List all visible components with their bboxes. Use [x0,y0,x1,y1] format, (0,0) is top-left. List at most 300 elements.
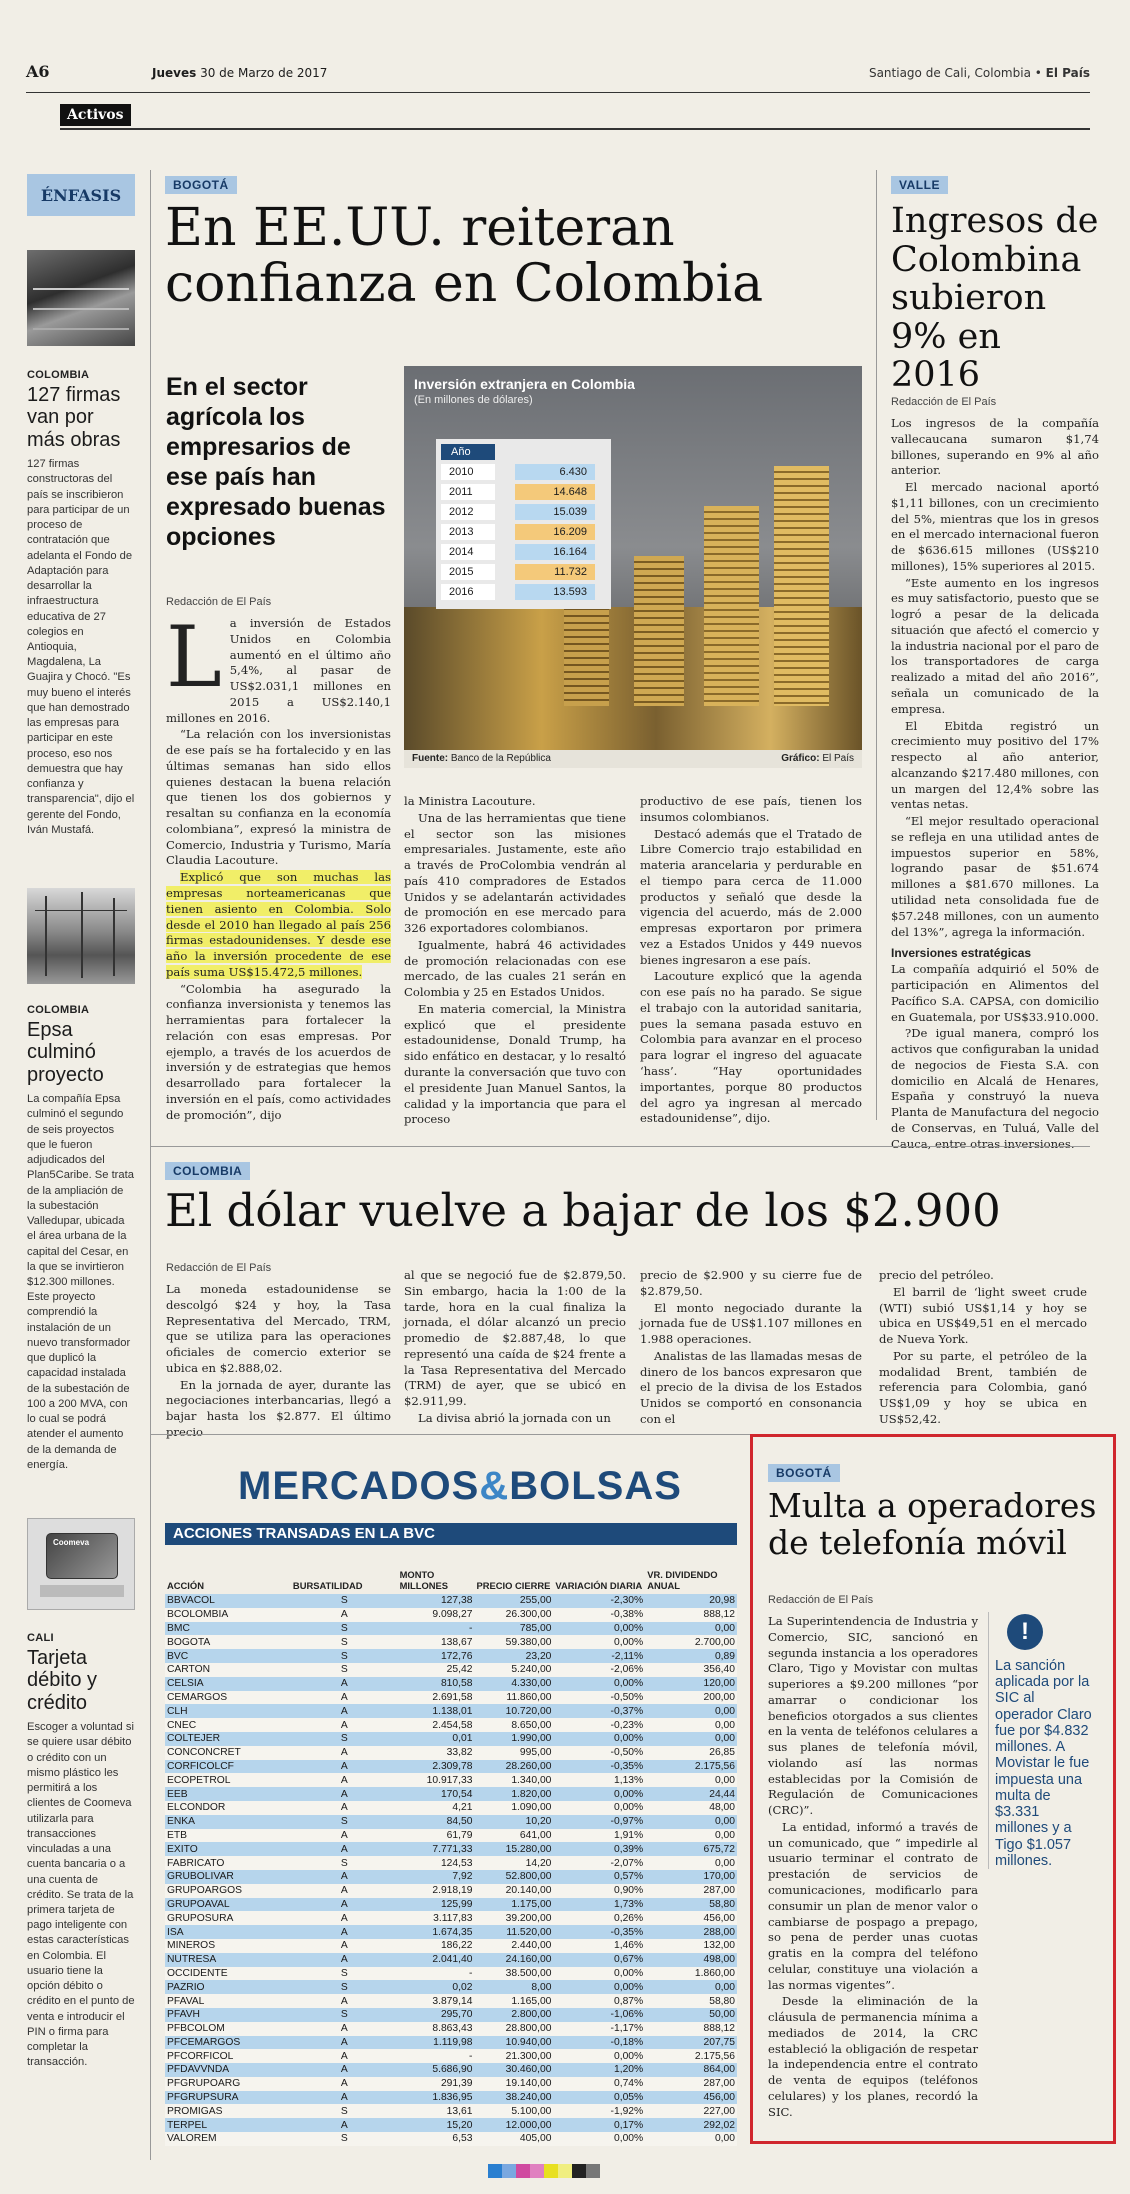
stock-precio: 23,20 [474,1649,553,1663]
stock-name: ENKA [165,1815,291,1829]
stock-bursatilidad: A [291,1704,398,1718]
chart-value-label: 16.209 [515,524,595,540]
dolar-c3-p2: El monto negociado durante la jornada fue de US$1.107 millones en 1.988 operaciones. [640,1300,862,1347]
stock-name: CELSIA [165,1677,291,1691]
table-row [165,2091,737,2105]
stock-precio: 26.300,00 [474,1608,553,1622]
stock-monto: 8.863,43 [398,2022,475,2036]
stock-precio: 11.860,00 [474,1691,553,1705]
header-date-text: 30 de Marzo de 2017 [200,66,328,80]
stock-dividendo: 0,00 [645,1980,737,1994]
stock-variacion: 0,00% [553,1787,645,1801]
stock-precio: 10.940,00 [474,2036,553,2050]
stock-variacion: -2,11% [553,1649,645,1663]
stock-dividendo: 288,00 [645,1925,737,1939]
stock-bursatilidad: A [291,1953,398,1967]
chart-row [441,564,606,580]
stock-bursatilidad: A [291,2049,398,2063]
chart-value-label: 6.430 [515,464,595,480]
table-row [165,1801,737,1815]
stock-bursatilidad: S [291,2008,398,2022]
stock-monto: 4,21 [398,1801,475,1815]
stock-name: VALOREM [165,2132,291,2146]
valle-body [891,416,1099,1153]
substation-photo [27,888,135,984]
main-headline: En EE.UU. reiteran confianza en Colombia [165,198,764,315]
valle-p2: El mercado nacional aportó $1,11 billones, con un crecimiento del 5%, mientras que los in gresos en el mercado internacional fueron de $636.615 millones (US$210 millones), 15% superiores al 2015. [891,480,1099,573]
valle-p7: ?De igual manera, compró los activos que configuraban la unidad de negocios de Fiesta S.A. con domicilio en Alcalá de Henares, España y construyó la nueva Planta de Manufactura del negocio de Conservas, en Tuluá, Valle del Cauca, entre otras inversiones. [891,1026,1099,1151]
sidebar-item-3-body: Escoger a voluntad si se quiere usar débito o crédito con un mismo plástico les permitirá a los clientes de Coomeva utilizarla para transacciones vinculadas a una cuenta bancaria o a una cuenta de crédito. Se trata de la primera tarjeta de pago inteligente con estas características en Colombia. El usuario tiene la opción débito o crédito en el punto de venta e introducir el PIN o firma para completar la transacción. [27,1721,135,2069]
header-rule [26,92,1090,93]
dolar-c3-p3: Analistas de las llamadas mesas de dinero de los bancos expresaron que el precio de la divisa de los Estados Unidos se comportó en consonancia con el [640,1348,862,1426]
chart-title: Inversión extranjera en Colombia [414,376,635,392]
stock-bursatilidad: S [291,1815,398,1829]
stock-name: PAZRIO [165,1980,291,1994]
stock-monto: 9.098,27 [398,1608,475,1622]
table-row [165,1663,737,1677]
stock-variacion: -0,35% [553,1760,645,1774]
stock-monto: 810,58 [398,1677,475,1691]
stock-monto: 7,92 [398,1870,475,1884]
stock-precio: 12.000,00 [474,2118,553,2132]
table-row [165,1898,737,1912]
chart-year-label: 2011 [441,484,495,500]
stock-variacion: -2,07% [553,1856,645,1870]
stock-name: PFGRUPOARG [165,2077,291,2091]
stock-dividendo: 50,00 [645,2008,737,2022]
stock-bursatilidad: S [291,1980,398,1994]
stock-monto: 1.674,35 [398,1925,475,1939]
stock-precio: 38.500,00 [474,1967,553,1981]
chart-header-row [441,444,606,460]
stock-bursatilidad: A [291,2063,398,2077]
stock-dividendo: 0,00 [645,1773,737,1787]
sidebar-item-1 [27,369,135,838]
stock-variacion: 0,05% [553,2091,645,2105]
stock-monto: 10.917,33 [398,1773,475,1787]
stock-bursatilidad: A [291,1760,398,1774]
stock-precio: 38.240,00 [474,2091,553,2105]
dolar-c3-p1: precio de $2.900 y su cierre fue de $2.879,50. [640,1268,862,1298]
stock-name: CARTON [165,1663,291,1677]
stock-dividendo: 58,80 [645,1898,737,1912]
stock-bursatilidad: S [291,1622,398,1636]
section-label: Activos [60,104,131,126]
stock-bursatilidad: A [291,1691,398,1705]
table-row [165,1760,737,1774]
stock-variacion: 0,87% [553,1994,645,2008]
stock-dividendo: 132,00 [645,1939,737,1953]
stock-variacion: 0,00% [553,1677,645,1691]
chart-source: Banco de la República [450,753,551,764]
stock-name: GRUPOAVAL [165,1898,291,1912]
valle-byline: Redacción de El País [891,396,997,408]
stock-name: COLTEJER [165,1732,291,1746]
main-p2-highlight: Explicó que son muchas las empresas norteamericanas que tienen asiento en Colombia. Solo desde el 2010 han llegado al país 256 firmas estadounidenses. Y desde ese año la inversión procedente de ese país suma US$15.472,5 millones. [166,870,391,979]
mercados-brand-a: MERCADOS [238,1464,480,1508]
main-p1: “La relación con los inversionistas de ese país se ha fortalecido y en las últimas semanas han sido ellos quienes destacan la buena relación que tienen los dos gobiernos y resaltan su confianza en la economía colombiana”, expresó la ministra de Comercio, Industria y Turismo, María Claudia Lacouture. [166,727,391,868]
stock-monto: 127,38 [398,1594,475,1608]
main-c2-p3: Igualmente, habrá 46 actividades de promoción relacionadas con ese mercado, de las cuales 21 serán en Colombia y 25 en Estados Unidos. [404,937,626,1000]
stock-variacion: -1,06% [553,2008,645,2022]
main-col-2 [404,794,626,1129]
stock-monto: 186,22 [398,1939,475,1953]
dolar-col-1 [166,1282,391,1442]
stock-dividendo: 24,44 [645,1787,737,1801]
sidebar-title: ÉNFASIS [27,174,135,216]
stock-name: PFGRUPSURA [165,2091,291,2105]
table-row [165,1691,737,1705]
stock-dividendo: 864,00 [645,2063,737,2077]
table-row [165,2036,737,2050]
stock-monto: 2.691,58 [398,1691,475,1705]
table-row [165,1773,737,1787]
table-row [165,1842,737,1856]
stock-monto: - [398,2049,475,2063]
chart-row [441,544,606,560]
dolar-c2-p1: al que se negoció fue de $2.879,50. Sin embargo, hacia la 1:00 de la tarde, hora en la cual finaliza la jornada, el dólar alcanzó un precio promedio de $2.887,48, lo que representó una caída de $24 frente a la Tasa Representativa del Mercado (TRM) de ayer, que se ubicó en $2.911,99. [404,1268,626,1409]
stock-variacion: -0,23% [553,1718,645,1732]
stock-name: CORFICOLCF [165,1760,291,1774]
main-col-3 [640,794,862,1128]
table-row [165,1718,737,1732]
chart-graphic: El País [822,753,854,764]
mercados-rule [150,1434,750,1435]
multa-p2: La entidad, informó a través de un comunicado, que “ impedirle al usuario terminar el contrato de prestación de servicios de comunicaciones, modificarlo para consumir un plan de menor valor o cambiarse de pospago a prepago, so pena de perder unas cuotas gratis en la compra del teléfono celular, constituye una violación a las normas vigentes”. [768,1819,978,1992]
table-row [165,1622,737,1636]
stock-name: EXITO [165,1842,291,1856]
chart-row [441,464,606,480]
multa-body [768,1614,978,2122]
stock-bursatilidad: A [291,1746,398,1760]
stock-dividendo: 498,00 [645,1953,737,1967]
sidebar-item-1-tag: COLOMBIA [27,369,90,381]
mercados-subtitle: ACCIONES TRANSADAS EN LA BVC [165,1523,737,1545]
coin-stack [564,596,609,706]
stock-bursatilidad: A [291,1608,398,1622]
stock-dividendo: 0,00 [645,1856,737,1870]
main-deck: En el sector agrícola los empresarios de ese país han expresado buenas opciones [166,373,386,551]
table-row [165,1856,737,1870]
stock-precio: 5.240,00 [474,1663,553,1677]
table-row [165,1939,737,1953]
table-row [165,1911,737,1925]
stock-dividendo: 888,12 [645,1608,737,1622]
stock-dividendo: 227,00 [645,2104,737,2118]
section-rule [60,128,1090,130]
stock-dividendo: 456,00 [645,1911,737,1925]
chart-footer [404,750,862,768]
chart-year-label: 2010 [441,464,495,480]
table-row [165,2063,737,2077]
stock-bursatilidad: A [291,2118,398,2132]
chart-year-label: 2015 [441,564,495,580]
stocks-table [165,1552,737,2146]
chart-year-label: 2014 [441,544,495,560]
card-photo [27,1518,135,1610]
stock-monto: 0,01 [398,1732,475,1746]
stock-monto: 170,54 [398,1787,475,1801]
stock-bursatilidad: A [291,1911,398,1925]
stock-precio: 15.280,00 [474,1842,553,1856]
stock-precio: 4.330,00 [474,1677,553,1691]
col-monto: MONTO MILLONES [399,1569,449,1591]
table-row [165,2049,737,2063]
table-row [165,2132,737,2146]
valle-p3: “Este aumento en los ingresos es muy satisfactorio, puesto que se logró a pesar de la delicada situación que afectó el comercio y la industria nacional por el paro de los transportadores de carga realizado a mitad del año 2016”, señala un comunicado de la empresa. [891,575,1099,716]
stock-variacion: -1,17% [553,2022,645,2036]
chart-year-label: 2013 [441,524,495,540]
chart-row [441,524,606,540]
header-place-text: Santiago de Cali, Colombia [868,66,1031,80]
stock-bursatilidad: A [291,1718,398,1732]
table-row [165,1746,737,1760]
dolar-c1-p2: En la jornada de ayer, durante las negociaciones interbancarias, llegó a bajar hasta los $2.877. El último precio [166,1377,391,1439]
multa-tag: BOGOTÁ [768,1464,840,1482]
stock-dividendo: 675,72 [645,1842,737,1856]
dolar-c4-p3: Por su parte, el petróleo de la modalidad Brent, también de referencia para Colombia, ganó US$1,09 y hoy se ubica en US$52,42. [879,1348,1087,1426]
table-row [165,2022,737,2036]
stock-precio: 21.300,00 [474,2049,553,2063]
dolar-headline: El dólar vuelve a bajar de los $2.900 [165,1184,1001,1237]
sidebar-item-1-body: 127 firmas constructoras del país se inscribieron para participar de un proceso de contratación que adelanta el Fondo de Adaptación para desarrollar la infraestructura educativa de 27 colegios en Antioquia, Magdalena, La Guajira y Chocó. "Es muy bueno el interés que han demostrado las empresas para participar en este proceso, eso nos demuestra que hay confianza y transparencia", dijo el gerente del Fondo, Iván Mustafá. [27,458,135,836]
stock-bursatilidad: S [291,2104,398,2118]
stock-bursatilidad: A [291,1898,398,1912]
header-paper: El País [1045,66,1090,80]
dolar-col-2 [404,1268,626,1428]
stock-variacion: 0,00% [553,2132,645,2146]
stock-name: NUTRESA [165,1953,291,1967]
stock-dividendo: 0,89 [645,1649,737,1663]
stock-variacion: -0,18% [553,2036,645,2050]
stock-variacion: 0,00% [553,1635,645,1649]
stock-variacion: 1,20% [553,2063,645,2077]
stock-monto: 125,99 [398,1898,475,1912]
stock-variacion: 1,73% [553,1898,645,1912]
header-bullet: • [1034,66,1042,80]
color-registration-bar [488,2164,600,2178]
stock-dividendo: 0,00 [645,1622,737,1636]
stock-bursatilidad: A [291,2077,398,2091]
stock-dividendo: 48,00 [645,1801,737,1815]
stock-name: CNEC [165,1718,291,1732]
stock-name: GRUBOLIVAR [165,1870,291,1884]
chart-subtitle: (En millones de dólares) [414,394,533,406]
header-place [869,66,1090,80]
header-date [152,66,327,80]
table-row [165,1925,737,1939]
stock-name: PFAVAL [165,1994,291,2008]
stock-bursatilidad: S [291,1649,398,1663]
stock-variacion: 0,00% [553,1801,645,1815]
stock-monto: 84,50 [398,1815,475,1829]
dolar-rule [150,1146,1090,1147]
stock-monto: 13,61 [398,2104,475,2118]
stock-bursatilidad: A [291,1801,398,1815]
card-brand: Coomeva [53,1538,90,1547]
stock-monto: 2.309,78 [398,1760,475,1774]
stock-monto: 172,76 [398,1649,475,1663]
stock-name: EEB [165,1787,291,1801]
sidebar-item-1-title: 127 firmas van por más obras [27,384,121,451]
stock-name: GRUPOSURA [165,1911,291,1925]
stock-name: MINEROS [165,1939,291,1953]
stock-monto: 138,67 [398,1635,475,1649]
stock-bursatilidad: A [291,1787,398,1801]
chart-row [441,484,606,500]
stock-name: PROMIGAS [165,2104,291,2118]
stock-precio: 5.100,00 [474,2104,553,2118]
stock-precio: 14,20 [474,1856,553,1870]
stock-monto: 1.836,95 [398,2091,475,2105]
stock-bursatilidad: S [291,1635,398,1649]
stock-name: BOGOTA [165,1635,291,1649]
stock-precio: 19.140,00 [474,2077,553,2091]
stock-precio: 10.720,00 [474,1704,553,1718]
dolar-c2-p2: La divisa abrió la jornada con un [418,1410,611,1425]
stock-precio: 11.520,00 [474,1925,553,1939]
stock-dividendo: 0,00 [645,2132,737,2146]
stock-dividendo: 207,75 [645,2036,737,2050]
table-row [165,1829,737,1843]
stock-precio: 20.140,00 [474,1884,553,1898]
col-dividendo: VR. DIVIDENDO ANUAL [647,1569,718,1591]
stock-dividendo: 0,00 [645,1829,737,1843]
chart-year-label: 2016 [441,584,495,600]
stock-precio: 59.380,00 [474,1635,553,1649]
stock-bursatilidad: A [291,1870,398,1884]
stock-bursatilidad: A [291,1994,398,2008]
stock-dividendo: 0,00 [645,1732,737,1746]
classroom-photo [27,250,135,346]
stock-monto: 1.119,98 [398,2036,475,2050]
stock-monto: 25,42 [398,1663,475,1677]
main-intro: a inversión de Estados Unidos en Colombia aumentó en el último año 5,4%, al pasar de US$2.031,1 millones en 2015 a US$2.140,1 millones en 2016. [166,616,391,725]
table-row [165,1732,737,1746]
stock-name: PFCEMARGOS [165,2036,291,2050]
stock-dividendo: 0,00 [645,1704,737,1718]
stock-name: ELCONDOR [165,1801,291,1815]
stock-dividendo: 287,00 [645,2077,737,2091]
stock-monto: 2.041,40 [398,1953,475,1967]
stock-monto: 15,20 [398,2118,475,2132]
stock-variacion: 0,57% [553,1870,645,1884]
chart-value-label: 11.732 [515,564,595,580]
dolar-col-4 [879,1268,1087,1429]
stock-name: PFBCOLOM [165,2022,291,2036]
valle-p5: “El mejor resultado operacional se refleja en una utilidad antes de impuestos superior en 58%, logrando pasar de $51.674 millones a $81.670 millones. La utilidad neta consolidada fue de $57.248 millones, con un aumento del 13%”, agrega la información. [891,814,1099,939]
card-shape [46,1533,118,1579]
stock-name: FABRICATO [165,1856,291,1870]
stock-precio: 2.800,00 [474,2008,553,2022]
stock-dividendo: 2.700,00 [645,1635,737,1649]
stock-name: ECOPETROL [165,1773,291,1787]
stock-variacion: 0,67% [553,1953,645,1967]
stock-monto: 7.771,33 [398,1842,475,1856]
stock-dividendo: 200,00 [645,1691,737,1705]
mercados-brand-amp: & [479,1464,510,1508]
stock-precio: 255,00 [474,1594,553,1608]
stock-precio: 28.260,00 [474,1760,553,1774]
chart-value-label: 14.648 [515,484,595,500]
sidebar-item-3-tag: CALI [27,1632,54,1644]
stock-bursatilidad: A [291,1925,398,1939]
stock-name: ISA [165,1925,291,1939]
valle-p1: Los ingresos de la compañía vallecaucana sumaron $1,74 billones, superando en 9% al año anterior. [891,416,1099,478]
stock-precio: 1.175,00 [474,1898,553,1912]
stock-variacion: 0,90% [553,1884,645,1898]
coin-stack [634,556,684,706]
stock-precio: 405,00 [474,2132,553,2146]
multa-p3: Desde la eliminación de la cláusula de permanencia mínima a mediados de 2014, la CRC estableció la obligación de respetar la independencia entre el contrato de venta de equipos (teléfonos celulares) y los planes, recordó la SIC. [768,1994,978,2119]
stock-dividendo: 888,12 [645,2022,737,2036]
stock-precio: 785,00 [474,1622,553,1636]
coin-stack [774,466,829,706]
chart-year-label: 2012 [441,504,495,520]
stock-monto: 3.117,83 [398,1911,475,1925]
multa-callout [988,1612,1096,1869]
stock-variacion: 1,46% [553,1939,645,1953]
stock-precio: 1.090,00 [474,1801,553,1815]
stock-bursatilidad: A [291,1939,398,1953]
table-row [165,1967,737,1981]
stock-monto: 3.879,14 [398,1994,475,2008]
stock-monto: 295,70 [398,2008,475,2022]
chart-value-label: 13.593 [515,584,595,600]
col-precio: PRECIO CIERRE [476,1580,551,1591]
stock-precio: 2.440,00 [474,1939,553,1953]
main-byline: Redacción de El País [166,596,272,608]
table-row [165,1815,737,1829]
stock-dividendo: 170,00 [645,1870,737,1884]
stock-variacion: -0,35% [553,1925,645,1939]
stock-variacion: -2,30% [553,1594,645,1608]
stock-name: GRUPOARGOS [165,1884,291,1898]
stock-name: PFDAVVNDA [165,2063,291,2077]
stock-variacion: 0,00% [553,1622,645,1636]
stock-name: TERPEL [165,2118,291,2132]
chart-table [436,439,611,609]
stock-precio: 1.820,00 [474,1787,553,1801]
multa-headline: Multa a operadores de telefonía móvil [768,1486,1097,1562]
stock-name: BBVACOL [165,1594,291,1608]
stock-precio: 995,00 [474,1746,553,1760]
sidebar-item-3 [27,1632,135,2071]
chart-header-year: Año [441,444,495,460]
stock-precio: 30.460,00 [474,2063,553,2077]
multa-p1: La Superintendencia de Industria y Comercio, SIC, sancionó en segunda instancia a los operadores Claro, Tigo y Movistar con multas superiores a $9.200 millones “por amarrar o condicionar los beneficios otorgados a sus clientes en la venta de teléfonos celulares a sus planes de telefonía móvil, violando así las normas establecidas por la Comisión de Regulación de Comunicaciones (CRC)”. [768,1614,978,1818]
stock-precio: 641,00 [474,1829,553,1843]
table-row [165,1884,737,1898]
chart-value-label: 15.039 [515,504,595,520]
stock-precio: 39.200,00 [474,1911,553,1925]
main-c3-p3: Lacouture explicó que la agenda con ese país no ha parado. Se sigue el trabajo con la autoridad sanitaria, pues la semana pasada estuvo en Colombia para avanzar en el proceso para lograr el ingreso del aguacate ‘hass’. “Hay oportunidades importantes, porque 80 productos del agro ya ingresan al mercado estadounidense”, dijo. [640,969,862,1126]
stock-variacion: 0,74% [553,2077,645,2091]
table-row [165,2104,737,2118]
stock-monto: 0,02 [398,1980,475,1994]
main-p3: “Colombia ha asegurado la confianza inversionista y tenemos las herramientas para fortalecer la relación con esas empresas. Por ejemplo, a través de los acuerdos de inversión y de estrategias que hemos desarrollado para fortalecer la inversión en el país, como actividades de promoción”, dijo [166,981,391,1122]
stock-variacion: 0,39% [553,1842,645,1856]
page-number: A6 [26,62,50,81]
stock-monto: 124,53 [398,1856,475,1870]
table-row [165,1677,737,1691]
col-accion: ACCIÓN [167,1580,204,1591]
stock-monto: 1.138,01 [398,1704,475,1718]
col-variacion: VARIACIÓN DIARIA [555,1580,643,1591]
stocks-table-body [165,1594,737,2146]
stock-monto: 61,79 [398,1829,475,1843]
table-row [165,1953,737,1967]
